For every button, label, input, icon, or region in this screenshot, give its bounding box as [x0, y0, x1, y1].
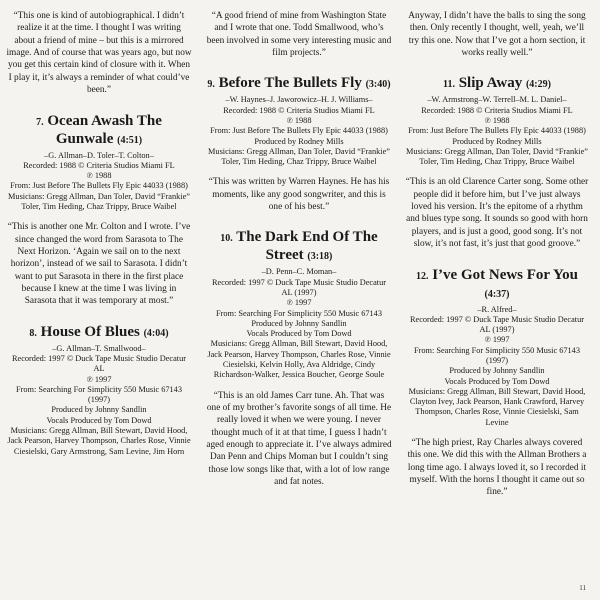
track-9-name: Before The Bullets Fly — [218, 75, 362, 92]
track-8-phonogram: ℗ 1997 — [86, 374, 112, 384]
track-8-producer: Produced by Johnny Sandlin — [51, 405, 147, 415]
track-10-title — [206, 228, 392, 264]
track-8-number: 8. — [29, 327, 37, 339]
track-11-musicians: Musicians: Gregg Allman, Dan Toler, David “Frankie” Toler, Tim Heding, Chaz Trippy, Bruce Waibel — [406, 146, 588, 167]
track-10-writers: –D. Penn–C. Moman– — [261, 267, 337, 277]
quote-ray-charles: “The high priest, Ray Charles always covered this one. We did this with the Allman Brothers a long time ago. I always loved it, so I recorded it myself. With the horns I thought it came out so fine.” — [407, 437, 587, 498]
track-7-credits — [6, 151, 192, 213]
track-7-name: Ocean Awash The Gunwale — [47, 112, 162, 147]
track-10-musicians: Musicians: Gregg Allman, Bill Stewart, David Hood, Jack Pearson, Harvey Thompson, Charles Rose, Vinnie Ciesielski, Kelvin Holly, Ava Aldridge, Cindy Richardson-Walker, Jessica Boucher, George Soule — [207, 339, 391, 380]
track-8-recorded: Recorded: 1997 © Duck Tape Music Studio Decatur AL — [11, 354, 186, 374]
track-10-producer: Produced by Johnny Sandlin — [251, 318, 347, 328]
track-12-phonogram: ℗ 1997 — [484, 335, 510, 345]
track-12-title — [404, 266, 590, 302]
track-9-musicians: Musicians: Gregg Allman, Dan Toler, David “Frankie” Toler, Tim Heding, Chaz Trippy, Bruce Waibel — [208, 146, 390, 167]
track-9-from: From: Just Before The Bullets Fly Epic 44033 (1988) — [210, 126, 388, 136]
track-7-number: 7. — [36, 116, 44, 128]
track-11-number: 11. — [443, 79, 455, 91]
quote-sarasota: “This is another one Mr. Colton and I wrote. I’ve since changed the word from Sarasota to The Next Horizon. ‘Again we sail on to the next horizon’, instead of we sail to Sarasota. I didn’t want to put Sarasota in there in the first place because I knew at the time I was living in Sarasota that it was temporary at most.” — [7, 222, 191, 307]
track-10-phonogram: ℗ 1997 — [286, 298, 312, 308]
track-12-from: From: Searching For Simplicity 550 Music 67143 (1997) — [414, 345, 580, 365]
track-12-writers: –R. Alfred– — [477, 304, 517, 314]
quote-todd-smallwood: “A good friend of mine from Washington State and I wrote that one. Todd Smallwood, who’s been involved in some very interesting music and film projects.” — [206, 11, 392, 59]
track-8-duration: (4:04) — [143, 327, 169, 339]
track-8-musicians: Musicians: Gregg Allman, Bill Stewart, David Hood, Jack Pearson, Harvey Thompson, Charles Rose, Vinnie Ciesielski, Gary Armstrong, Sam Levine, Jim Horn — [7, 425, 191, 456]
track-11-producer: Produced by Rodney Mills — [452, 136, 542, 146]
track-11-duration: (4:29) — [525, 79, 551, 91]
track-8-title — [6, 323, 192, 341]
track-10-credits — [206, 267, 392, 380]
track-9-number: 9. — [207, 79, 215, 91]
track-11-name: Slip Away — [458, 75, 523, 92]
track-9-phonogram: ℗ 1988 — [286, 116, 312, 125]
track-12-duration: (4:37) — [484, 288, 510, 300]
track-7-from: From: Just Before The Bullets Fly Epic 44033 (1988) — [10, 181, 188, 191]
track-11-from: From: Just Before The Bullets Fly Epic 44033 (1988) — [408, 126, 586, 136]
track-9-title — [206, 74, 392, 92]
quote-warren-haynes: “This was written by Warren Haynes. He has his moments, like any good songwriter, and this is one of his best.” — [208, 177, 390, 213]
track-8-name: House Of Blues — [40, 323, 140, 340]
track-12-name: I’ve Got News For You — [432, 266, 579, 283]
track-12-credits — [404, 305, 590, 428]
track-10-name: The Dark End Of The Street — [236, 229, 378, 264]
track-12-recorded: Recorded: 1997 © Duck Tape Music Studio Decatur AL (1997) — [409, 314, 584, 335]
track-7-recorded: Recorded: 1988 © Criteria Studios Miami FL — [23, 160, 175, 170]
column-right — [404, 10, 590, 499]
track-10-duration: (3:18) — [307, 251, 333, 263]
track-10-recorded: Recorded: 1997 © Duck Tape Music Studio Decatur AL (1997) — [211, 277, 386, 298]
track-12-producer: Produced by Johnny Sandlin — [449, 366, 545, 376]
track-12-musicians: Musicians: Gregg Allman, Bill Stewart, David Hood, Clayton Ivey, Jack Pearson, Hank Crawford, Harvey Thompson, Charles Rose, Vinnie Ciesielski, Sam Levine — [408, 386, 586, 427]
track-12-vocal-producer: Vocals Produced by Tom Dowd — [444, 376, 550, 386]
quote-clarence-carter: “This is an old Clarence Carter song. Some other people did it before him, but I’ve just always loved his version. It’s the epitome of a rhythm and blues type song. It sounds so good with horn players, and is just a good, good song. It’s not slow, it’s not fast, it’s just that good groove.” — [405, 177, 589, 250]
track-11-recorded: Recorded: 1988 © Criteria Studios Miami FL — [421, 105, 573, 115]
track-9-writers: –W. Haynes–J. Jaworowicz–H. J. Williams– — [225, 95, 373, 105]
track-7-duration: (4:51) — [117, 134, 143, 146]
quote-horn-section: Anyway, I didn’t have the balls to sing the song then. Only recently I thought, well, yeah, we’ll try this one. Now that I’ve got a horn section, it works really well.” — [408, 11, 586, 59]
column-middle — [206, 10, 392, 488]
track-10-vocal-producer: Vocals Produced by Tom Dowd — [246, 329, 352, 339]
track-8-vocal-producer: Vocals Produced by Tom Dowd — [46, 415, 152, 425]
quote-james-carr: “This is an old James Carr tune. Ah. That was one of my brother’s favorite songs of all time. He really loved it when we were young. I never thought much of it at that time, I guess I hadn’t aged enough to appreciate it. I’ve always admired Dan Penn and Chips Moman but I couldn’t sing those low songs like that, with a lot of low range and fat notes. — [206, 390, 392, 488]
quote-autobiographical: “This one is kind of autobiographical. I didn’t realize it at the time. I thought I was writing about a friend of mine – but this is a mirrored image. And of course that was years ago, but now you get this certain kind of closure with it. When I play it, it’s always a reminder of what could’ve been.” — [6, 11, 192, 96]
track-9-duration: (3:40) — [365, 79, 391, 91]
track-7-title — [6, 112, 192, 148]
track-7-musicians: Musicians: Gregg Allman, Dan Toler, David “Frankie” Toler, Tim Heding, Chaz Trippy, Bruce Waibel — [8, 191, 190, 211]
track-10-number: 10. — [220, 233, 233, 245]
track-7-writers: –G. Allman–D. Toler–T. Colton– — [44, 150, 154, 160]
track-9-producer: Produced by Rodney Mills — [254, 136, 344, 146]
page-number: 11 — [579, 584, 586, 592]
track-11-writers: –W. Armstrong–W. Terrell–M. L. Daniel– — [427, 95, 567, 105]
track-8-credits — [6, 344, 192, 457]
track-9-recorded: Recorded: 1988 © Criteria Studios Miami FL — [223, 105, 375, 115]
column-left — [6, 10, 192, 457]
track-11-title — [404, 74, 590, 92]
track-10-from: From: Searching For Simplicity 550 Music 67143 — [216, 308, 382, 318]
track-9-credits — [206, 95, 392, 167]
track-8-from: From: Searching For Simplicity 550 Music 67143 (1997) — [16, 384, 182, 405]
track-8-writers: –G. Allman–T. Smallwood– — [52, 343, 146, 353]
track-7-phonogram: ℗ 1988 — [86, 171, 112, 181]
track-11-credits — [404, 95, 590, 167]
track-11-phonogram: ℗ 1988 — [484, 116, 510, 125]
track-12-number: 12. — [415, 270, 429, 282]
